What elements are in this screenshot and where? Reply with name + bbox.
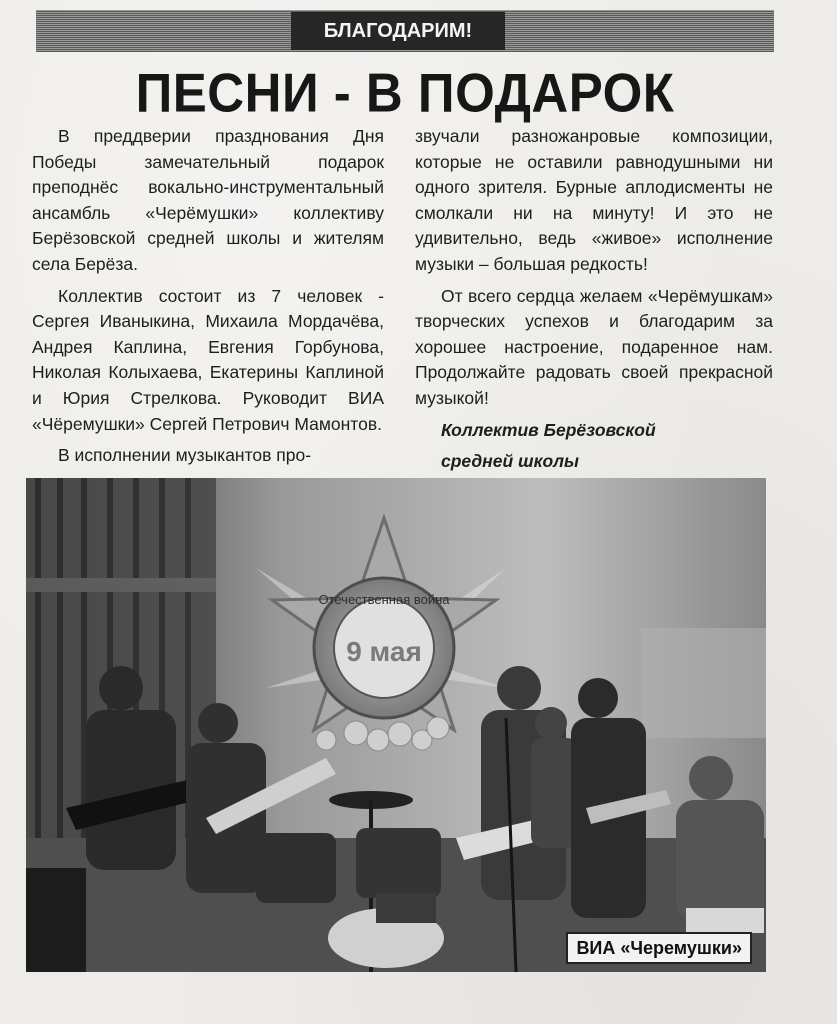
rubric-label: БЛАГОДАРИМ! — [291, 12, 505, 50]
band-photo — [26, 478, 766, 972]
paragraph: звучали разножанровые композиции, которые не оставили равнодушными ни одного зрителя. Бурные аплодисменты не смолкали ни на минуту! И это не удивительно, ведь «живое» исполнение музыки – большая редкость! — [415, 126, 773, 274]
emblem-ring-text: Отечественная война — [318, 592, 450, 607]
article-column-left — [32, 124, 384, 475]
article-column-right — [415, 124, 773, 481]
signature-line-2: средней школы — [441, 451, 579, 472]
paragraph: Коллектив состоит из 7 человек - Сергея Иваныкина, Михаила Мордачёва, Андрея Каплина, Евгения Горбунова, Николая Колыхаева, Екатерины Каплиной и Юрия Стрелкова. Руководит ВИА «Чёремушки» Сергей Петрович Мамонтов. — [32, 285, 384, 434]
band-photo-image — [26, 478, 766, 972]
signature-line-1: Коллектив Берёзовской — [441, 419, 656, 440]
photo-caption: ВИА «Черемушки» — [566, 932, 752, 964]
paragraph: В преддверии празднования Дня Победы замечательный подарок преподнёс вокально-инструментальный ансамбль «Черёмушки» коллективу Берёзовской средней школы и жителям села Берёза. — [32, 126, 384, 274]
emblem-date-text: 9 мая — [346, 636, 422, 667]
paragraph: От всего сердца желаем «Черёмушкам» творческих успехов и благодарим за хорошее настроение, подаренное нам. Продолжайте радовать своей прекрасной музыкой! — [415, 285, 773, 408]
article-headline: ПЕСНИ - В ПОДАРОК — [135, 61, 675, 124]
paragraph: В исполнении музыкантов про- — [58, 445, 312, 466]
